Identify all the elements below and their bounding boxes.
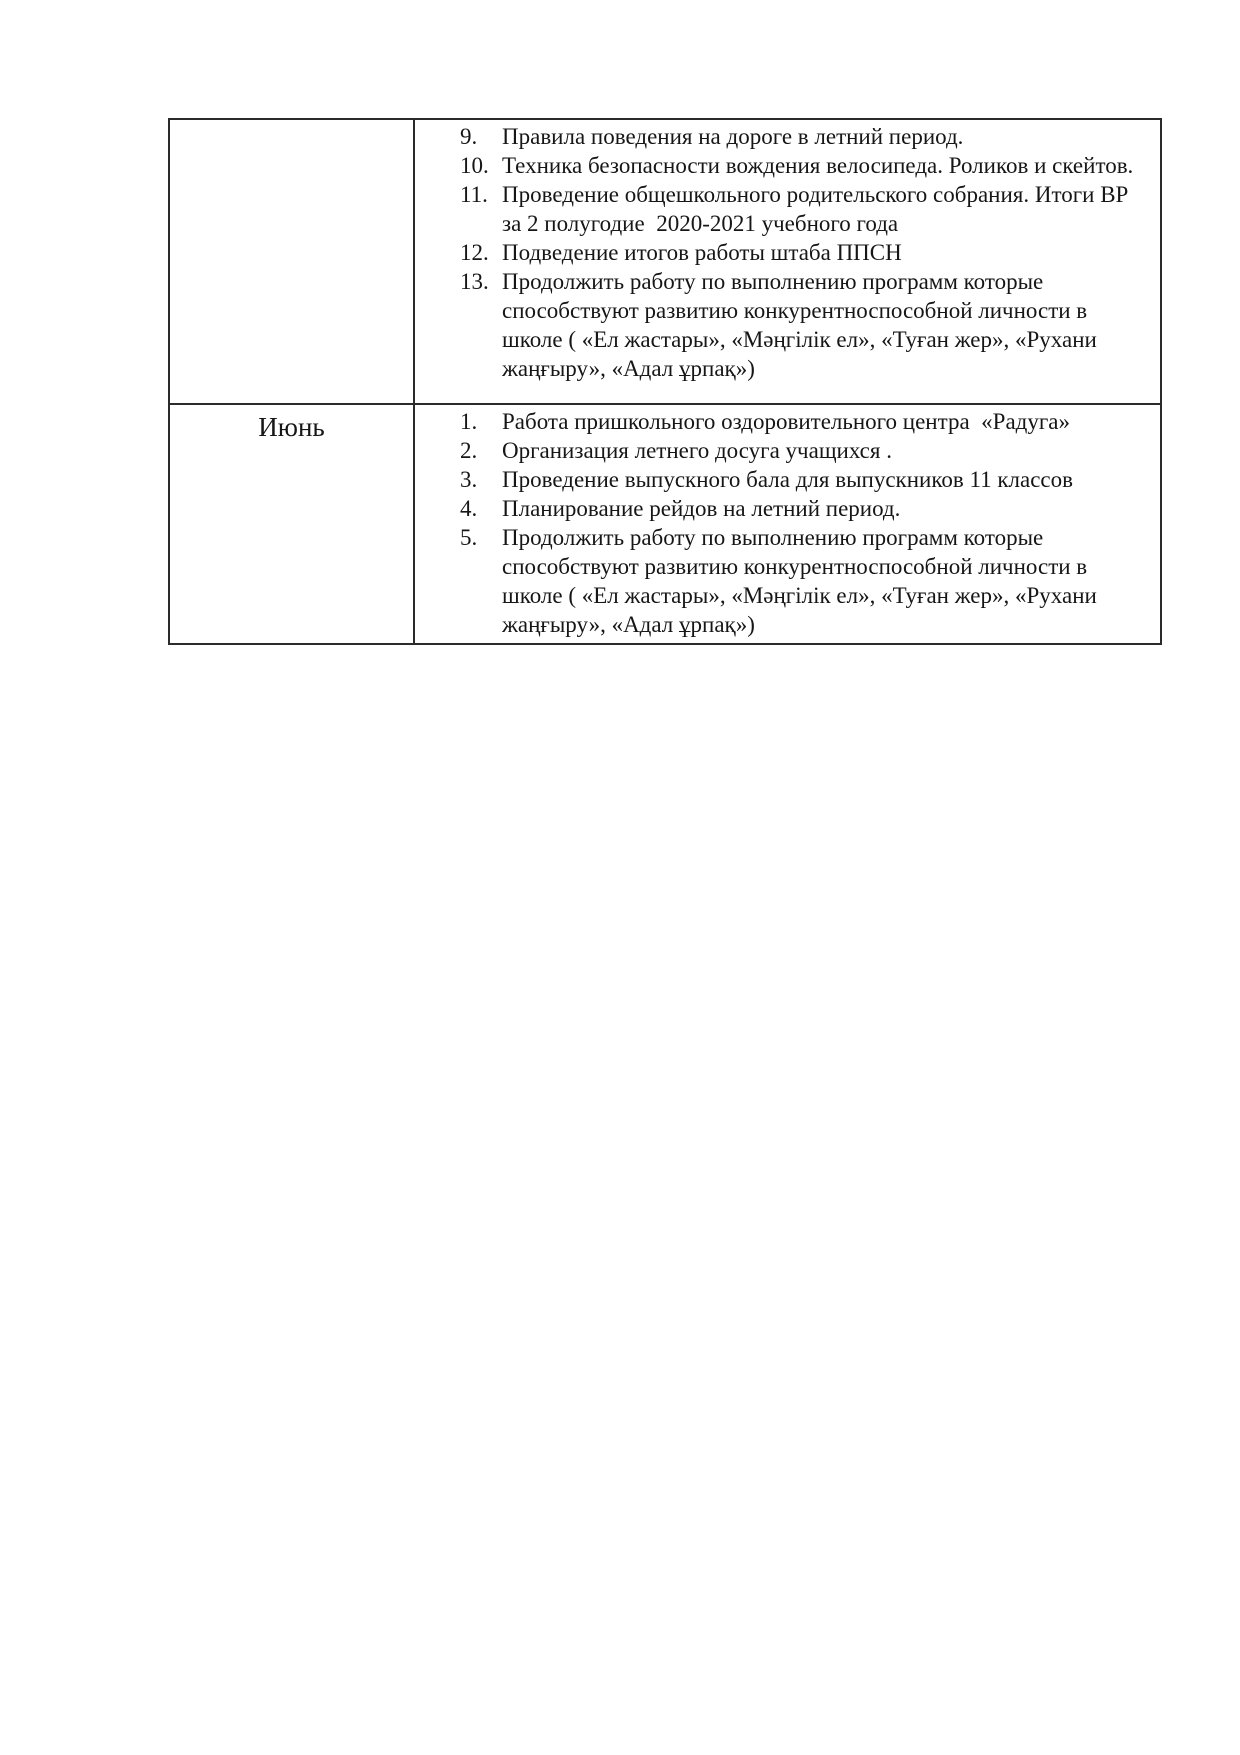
item-text: Проведение выпускного бала для выпускников 11 классов [502,467,1073,492]
list-item [460,436,1152,465]
list-item [460,238,1152,267]
item-number: 10. [460,153,489,178]
item-text: Техника безопасности вождения велосипеда. Роликов и скейтов. [502,153,1134,178]
list-item [460,180,1152,238]
item-text: Организация летнего досуга учащихся . [502,438,892,463]
item-text: Правила поведения на дороге в летний период. [502,124,964,149]
item-text: Проведение общешкольного родительского собрания. Итоги ВР за 2 полугодие 2020-2021 учебного года [502,182,1135,236]
month-cell [170,120,415,403]
list-item [460,122,1152,151]
item-number: 9. [460,124,478,149]
item-text: Работа пришкольного оздоровительного центра «Радуга» [502,409,1071,434]
plan-table [168,118,1162,645]
item-text: Подведение итогов работы штаба ППСН [502,240,902,265]
item-number: 13. [460,269,489,294]
list-item [460,465,1152,494]
table-row [170,120,1160,403]
list-item [460,407,1152,436]
items-cell [415,405,1160,643]
table-row [170,403,1160,643]
item-number: 12. [460,240,489,265]
items-cell [415,120,1160,403]
item-number: 4. [460,496,478,521]
month-cell [170,405,415,643]
list-item [460,151,1152,180]
item-text: Продолжить работу по выполнению программ которые способствуют развитию конкурентноспособной личности в школе ( «Ел жастары», «Мәңгілік ел», «Туған жер», «Рухани жаңғыру», «Адал ұрпақ») [502,525,1103,637]
list-item [460,267,1152,383]
item-number: 3. [460,467,478,492]
item-number: 11. [460,182,488,207]
list-item [460,494,1152,523]
item-number: 2. [460,438,478,463]
item-text: Планирование рейдов на летний период. [502,496,901,521]
item-number: 1. [460,409,478,434]
month-label: Июнь [258,412,325,442]
item-number: 5. [460,525,478,550]
list-item [460,523,1152,639]
item-text: Продолжить работу по выполнению программ которые способствуют развитию конкурентноспособной личности в школе ( «Ел жастары», «Мәңгілік ел», «Туған жер», «Рухани жаңғыру», «Адал ұрпақ») [502,269,1103,381]
